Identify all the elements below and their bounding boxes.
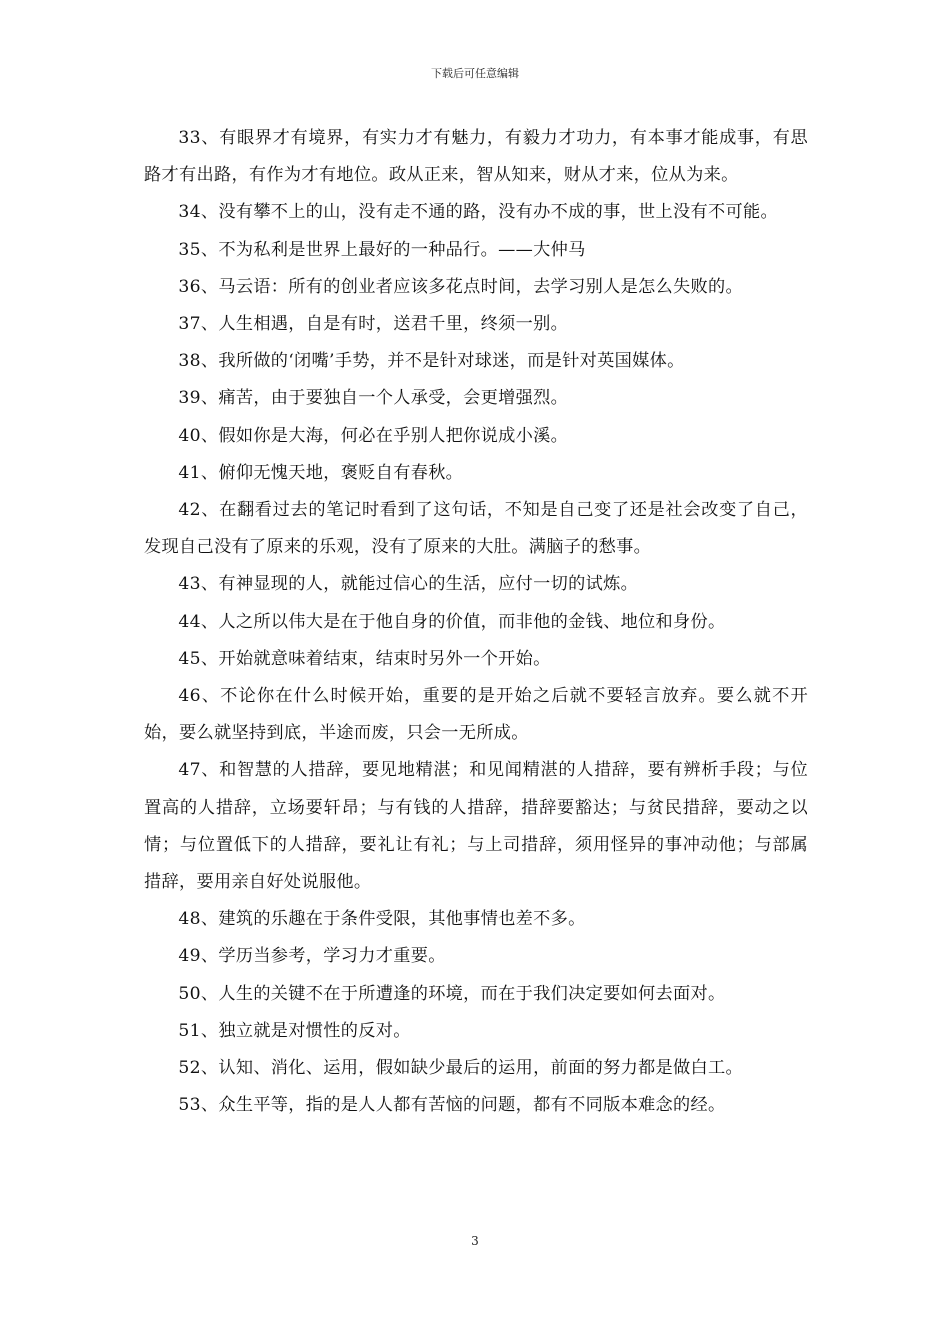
- quote-paragraph-47: 47、和智慧的人措辞，要见地精湛；和见闻精湛的人措辞，要有辨析手段；与位置高的人措辞，立场要轩昂；与有钱的人措辞，措辞要豁达；与贫民措辞，要动之以情；与位置低下的人措辞，要礼让有礼；与上司措辞，须用怪异的事冲动他；与部属措辞，要用亲自好处说服他。: [144, 760, 808, 893]
- quote-paragraph-52: 52、认知、消化、运用，假如缺少最后的运用，前面的努力都是做白工。: [178, 1058, 743, 1079]
- quote-paragraph-42: 42、在翻看过去的笔记时看到了这句话，不知是自己变了还是社会改变了自己，发现自己没有了原来的乐观，没有了原来的大肚。满脑子的愁事。: [144, 500, 808, 558]
- quote-paragraph-53: 53、众生平等，指的是人人都有苦恼的问题，都有不同版本难念的经。: [178, 1095, 726, 1116]
- page-number: 3: [471, 1234, 479, 1248]
- quote-paragraph-33: 33、有眼界才有境界，有实力才有魅力，有毅力才功力，有本事才能成事，有思路才有出路，有作为才有地位。政从正来，智从知来，财从才来，位从为来。: [144, 128, 808, 186]
- page-header: 下载后可任意编辑: [431, 67, 519, 80]
- quote-paragraph-38: 38、我所做的‘闭嘴’手势，并不是针对球迷，而是针对英国媒体。: [178, 351, 685, 372]
- quote-paragraph-36: 36、马云语：所有的创业者应该多花点时间，去学习别人是怎么失败的。: [178, 276, 743, 297]
- quote-paragraph-37: 37、人生相遇，自是有时，送君千里，终须一别。: [178, 314, 569, 335]
- quote-paragraph-50: 50、人生的关键不在于所遭逢的环境，而在于我们决定要如何去面对。: [178, 983, 726, 1004]
- quote-paragraph-45: 45、开始就意味着结束，结束时另外一个开始。: [178, 648, 551, 669]
- quote-paragraph-40: 40、假如你是大海，何必在乎别人把你说成小溪。: [178, 425, 569, 446]
- quote-paragraph-48: 48、建筑的乐趣在于条件受限，其他事情也差不多。: [178, 909, 586, 930]
- document-body: [144, 120, 808, 1124]
- quote-paragraph-39: 39、痛苦，由于要独自一个人承受，会更增强烈。: [178, 388, 569, 409]
- quote-paragraph-46: 46、不论你在什么时候开始，重要的是开始之后就不要轻言放弃。要么就不开始，要么就坚持到底，半途而废，只会一无所成。: [144, 686, 808, 744]
- quote-paragraph-49: 49、学历当参考，学习力才重要。: [178, 946, 446, 967]
- quote-paragraph-35: 35、不为私利是世界上最好的一种品行。——大仲马: [178, 239, 586, 260]
- quote-paragraph-51: 51、独立就是对惯性的反对。: [178, 1020, 411, 1041]
- quote-paragraph-41: 41、俯仰无愧天地，褒贬自有春秋。: [178, 462, 464, 483]
- quote-paragraph-43: 43、有神显现的人，就能过信心的生活，应付一切的试炼。: [178, 574, 639, 595]
- quote-paragraph-44: 44、人之所以伟大是在于他自身的价值，而非他的金钱、地位和身份。: [178, 611, 726, 632]
- quote-paragraph-34: 34、没有攀不上的山，没有走不通的路，没有办不成的事，世上没有不可能。: [178, 202, 778, 223]
